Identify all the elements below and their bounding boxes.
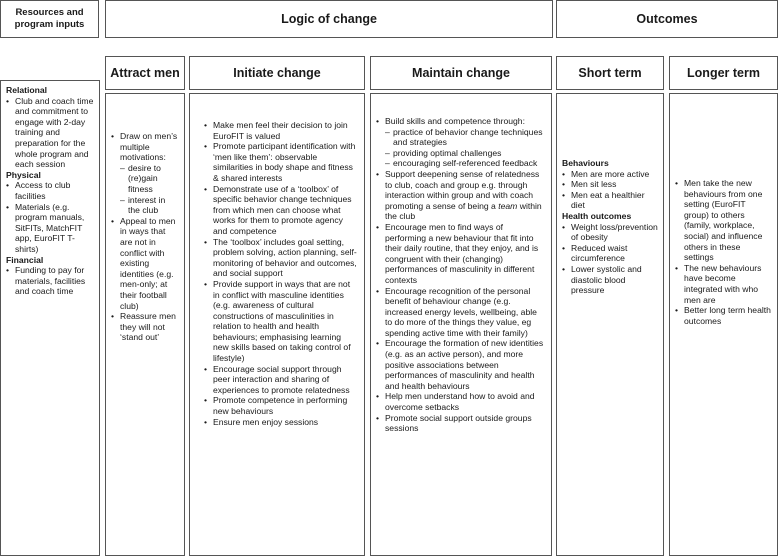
list-subitem: – desire to (re)gain fitness [111,163,179,195]
list-item: • Support deepening sense of relatedness to club, coach and group e.g. through interaction within group and with coach promoting a sense of being a team within the club [376,169,546,222]
short-term-panel [556,93,664,556]
longer-term-panel [669,93,778,556]
list-item: • Draw on men’s multiple motivations: [111,131,179,163]
list-subitem: – interest in the club [111,195,179,216]
logic-of-change-header: Logic of change [105,0,553,38]
maintain-change-panel [370,93,552,556]
list-item: • Promote competence in performing new behaviours [204,395,359,416]
short-term-header: Short term [556,56,664,90]
list-item: • Build skills and competence through: [376,116,546,127]
list-item: • Men take the new behaviours from one setting (EuroFIT group) to others (family, workplace, social) and influence others in these settings [675,178,772,263]
financial-title: Financial [6,254,44,265]
behaviours-title: Behaviours [562,158,609,168]
relational-title: Relational [6,85,48,95]
list-item: • Better long term health outcomes [675,305,772,326]
list-item: • Help men understand how to avoid and overcome setbacks [376,391,546,412]
health-outcomes-title: Health outcomes [562,210,632,221]
list-item: • The new behaviours have become integrated with who men are [675,263,772,305]
outcomes-header: Outcomes [556,0,778,38]
list-item: • Promote social support outside groups sessions [376,413,546,434]
resources-header: Resources and program inputs [0,0,99,38]
list-item: • Club and coach time and commitment to engage with 2-day training and preparation for the whole program and each session [6,96,94,170]
initiate-change-header: Initiate change [189,56,365,90]
list-item: • Demonstrate use of a ‘toolbox’ of specific behavior change techniques from which men can choose what works for them to promote agency and competence [204,184,359,237]
list-item: • Funding to pay for materials, facilities and coach time [6,265,94,297]
list-subitem: – providing optimal challenges [376,148,546,159]
list-subitem: – encouraging self-referenced feedback [376,158,546,169]
longer-term-header: Longer term [669,56,778,90]
initiate-change-panel [189,93,365,556]
attract-men-panel [105,93,185,556]
maintain-change-header: Maintain change [370,56,552,90]
resources-panel [0,80,100,556]
list-item: • Encourage the formation of new identities (e.g. as an active person), and more positive associations between performances of masculinity and health and health behaviours [376,338,546,391]
list-item: • Promote participant identification with ‘men like them’: observable similarities in body shape and fitness & shared interests [204,141,359,183]
list-item: • Men are more active [562,169,658,180]
list-item: • Provide support in ways that are not in conflict with masculine identities (e.g. awareness of cultural constructions of masculinities in relation to health and health behaviours; emphasising learning new skills based on taking control of lifestyle) [204,279,359,364]
list-item: • Reduced waist circumference [562,243,658,264]
list-item: • Men eat a healthier diet [562,190,658,211]
list-item: • The ‘toolbox’ includes goal setting, problem solving, action planning, self-monitoring of behavior and outcomes, and social support [204,237,359,279]
attract-men-header: Attract men [105,56,185,90]
list-item: • Men sit less [562,179,658,190]
list-item: • Ensure men enjoy sessions [204,417,359,428]
list-item: • Encourage men to find ways of performing a new behaviour that fit into their daily routine, that they enjoy, and is congruent with their (changing) performances of masculinity in different contexts [376,222,546,286]
list-item: • Weight loss/prevention of obesity [562,222,658,243]
list-item: • Access to club facilities [6,180,94,201]
list-item: • Materials (e.g. program manuals, SitFITs, MatchFIT app, EuroFIT T-shirts) [6,202,94,255]
list-item: • Encourage recognition of the personal benefit of behaviour change (e.g. increased energy levels, wellbeing, able to do more of the things they value, eg spending active time with their family) [376,286,546,339]
list-item: • Appeal to men in ways that are not in conflict with existing identities (e.g. men-only; at their football club) [111,216,179,311]
list-item: • Encourage social support through peer interaction and sharing of experiences to promote relatedness [204,364,359,396]
physical-title: Physical [6,169,41,180]
list-subitem: – practice of behavior change techniques and strategies [376,127,546,148]
list-item: • Lower systolic and diastolic blood pressure [562,264,658,296]
list-item: • Reassure men they will not ‘stand out’ [111,311,179,343]
list-item: • Make men feel their decision to join EuroFIT is valued [204,120,359,141]
